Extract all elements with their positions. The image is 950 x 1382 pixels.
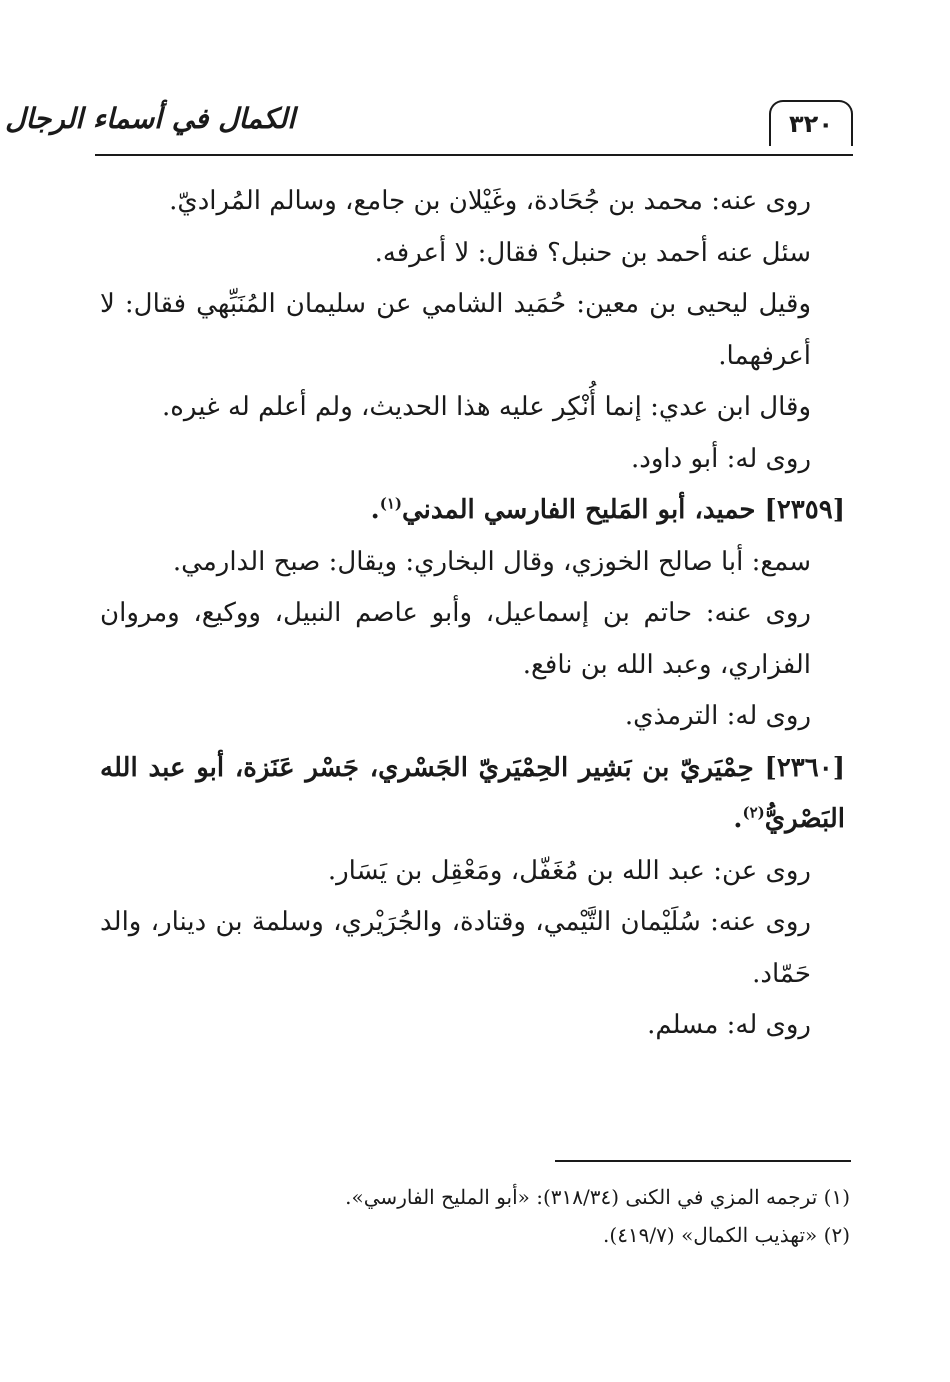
footnote-2: (٢) «تهذيب الكمال» (٤١٩/٧).: [603, 1223, 850, 1247]
paragraph: سمع: أبا صالح الخوزي، وقال البخاري: ويقال: صبح الدارمي.: [172, 546, 811, 577]
footnote-divider: [555, 1160, 851, 1162]
book-title: الكمال في أسماء الرجال: [5, 102, 295, 135]
paragraph: روى عن: عبد الله بن مُغَفّل، ومَعْقِل بن يَسَار.: [327, 855, 811, 886]
paragraph: روى عنه: سُلَيْمان التَّيْمي، وقتادة، والجُرَيْري، وسلمة بن دينار، والد حَمّاد.: [100, 907, 811, 989]
paragraph: روى له: الترمذي.: [624, 701, 811, 731]
paragraph: روى له: مسلم.: [647, 1010, 811, 1040]
header-divider: [95, 154, 853, 156]
paragraph: روى له: أبو داود.: [631, 443, 811, 474]
page-header: [5, 98, 853, 158]
paragraph: سئل عنه أحمد بن حنبل؟ فقال: لا أعرفه.: [374, 237, 811, 268]
main-text: [100, 176, 845, 1052]
entry-number: [٢٣٦٠]: [764, 752, 845, 783]
entry-heading-2359: [100, 485, 845, 537]
paragraph: روى عنه: حاتم بن إسماعيل، وأبو عاصم النبيل، ووكيع، ومروان الفزاري، وعبد الله بن نافع.: [100, 598, 811, 680]
entry-name: حِمْيَريّ بن بَشِير الحِمْيَريّ الجَسْري، جَسْر عَنَزة، أبو عبد الله البَصْريُّ: [100, 752, 845, 834]
entry-heading-2360: [100, 743, 845, 846]
paragraph: وقيل ليحيى بن معين: حُمَيد الشامي عن سليمان المُنَبِّهي فقال: لا أعرفهما.: [100, 289, 811, 371]
footnote-marker: (١): [379, 494, 402, 513]
entry-name: حميد، أبو المَليح الفارسي المدني: [401, 495, 756, 525]
page-number: ٣٢٠: [769, 100, 853, 146]
footnote-1: (١) ترجمه المزي في الكنى (٣١٨/٣٤): «أبو المليح الفارسي».: [345, 1185, 850, 1209]
entry-end: .: [370, 495, 380, 525]
footnote-marker: (٢): [742, 803, 765, 822]
paragraph: وقال ابن عدي: إنما أُنْكِر عليه هذا الحديث، ولم أعلم له غيره.: [162, 392, 811, 422]
entry-end: .: [733, 804, 743, 834]
paragraph: روى عنه: محمد بن جُحَادة، وغَيْلان بن جامع، وسالم المُراديّ.: [169, 186, 811, 216]
footnotes: [100, 1178, 850, 1254]
entry-number: [٢٣٥٩]: [764, 495, 845, 525]
